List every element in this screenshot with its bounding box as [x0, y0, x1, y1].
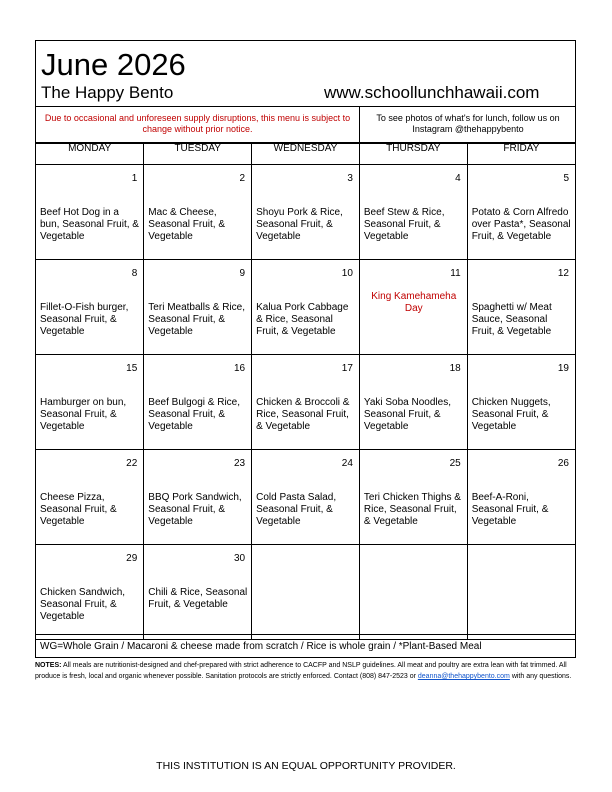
meal-description: Beef Hot Dog in a bun, Seasonal Fruit, & Vegetable [40, 207, 139, 242]
weekday-header: MONDAY [36, 143, 144, 165]
calendar-table [36, 142, 575, 640]
notes-label: NOTES: [35, 662, 62, 669]
meal-description: Yaki Soba Noodles, Seasonal Fruit, & Vegetable [363, 397, 451, 432]
day-number: 23 [233, 458, 246, 469]
calendar-week-row [36, 355, 575, 450]
day-number: 26 [557, 458, 569, 469]
weekday-header: TUESDAY [144, 143, 252, 165]
calendar-day-cell [144, 450, 252, 545]
website-url[interactable]: www.schoollunchhawaii.com [324, 83, 540, 102]
notes-text: All meals are nutritionist-designed and chef-prepared with strict adherence to CACFP and NSLP guidelines. All meat and poultry are extra lean with fat trimmed. All produce is fresh, local and organic whenever possible. Sanitation protocols are strictly enforced. Contact (808) 847-2523 or [35, 662, 567, 680]
meal-description: Chicken & Broccoli & Rice, Seasonal Fruit, & Vegetable [256, 397, 350, 432]
day-number: 25 [449, 458, 461, 469]
page-title: June 2026 [41, 47, 186, 82]
meal-description: Kalua Pork Cabbage & Rice, Seasonal Fruit, & Vegetable [256, 302, 349, 337]
calendar-day-cell [36, 545, 144, 640]
meal-description: Chicken Nuggets, Seasonal Fruit, & Vegetable [471, 397, 551, 432]
day-number: 9 [239, 268, 246, 279]
day-number: 11 [450, 268, 461, 279]
calendar-day-cell [252, 355, 360, 450]
calendar-day-cell [467, 545, 575, 640]
weekday-header: WEDNESDAY [252, 143, 360, 165]
meal-description: Potato & Corn Alfredo over Pasta*, Seasonal Fruit, & Vegetable [471, 207, 571, 242]
calendar-day-cell [359, 355, 467, 450]
day-number: 5 [563, 173, 569, 184]
notes [35, 660, 576, 682]
day-number: 15 [126, 363, 138, 374]
calendar-day-cell [36, 260, 144, 355]
legend-row: WG=Whole Grain / Macaroni & cheese made from scratch / Rice is whole grain / *Plant-Based Meal [36, 634, 575, 657]
calendar-day-cell [36, 165, 144, 260]
calendar-day-cell [252, 165, 360, 260]
calendar-week-row [36, 450, 575, 545]
meal-description: Teri Meatballs & Rice, Seasonal Fruit, & Vegetable [148, 302, 245, 337]
calendar-day-cell [359, 165, 467, 260]
meal-description: BBQ Pork Sandwich, Seasonal Fruit, & Vegetable [148, 492, 242, 527]
calendar-week-row [36, 165, 575, 260]
calendar-week-row [36, 260, 575, 355]
instagram-notice: To see photos of what's for lunch, follow us on Instagram @thehappybento [376, 113, 560, 134]
meal-description: Teri Chicken Thighs & Rice, Seasonal Fruit, & Vegetable [363, 492, 461, 527]
meal-description: Beef-A-Roni, Seasonal Fruit, & Vegetable [471, 492, 549, 527]
menu-frame [35, 40, 576, 658]
meal-description: Cold Pasta Salad, Seasonal Fruit, & Vegetable [256, 492, 337, 527]
day-number: 22 [126, 458, 138, 469]
day-number: 4 [455, 173, 461, 184]
calendar-day-cell [36, 450, 144, 545]
calendar-day-cell [359, 260, 467, 355]
calendar-day-cell [359, 450, 467, 545]
weekday-header: THURSDAY [359, 143, 467, 165]
day-number: 17 [341, 363, 353, 374]
supply-notice: Due to occasional and unforeseen supply disruptions, this menu is subject to change without prior notice. [36, 107, 360, 143]
equal-opportunity-statement: THIS INSTITUTION IS AN EQUAL OPPORTUNITY PROVIDER. [156, 760, 456, 772]
calendar-day-cell [252, 450, 360, 545]
notice-row [36, 106, 575, 144]
day-number: 12 [557, 268, 569, 279]
notes-tail: with any questions. [511, 673, 572, 680]
day-number: 8 [131, 268, 138, 279]
meal-description: Beef Stew & Rice, Seasonal Fruit, & Vegetable [363, 207, 445, 242]
day-number: 30 [233, 553, 246, 564]
meal-description: Chili & Rice, Seasonal Fruit, & Vegetable [148, 587, 248, 610]
calendar-day-cell [467, 260, 575, 355]
calendar-day-cell [144, 355, 252, 450]
day-number: 10 [341, 268, 353, 279]
calendar-day-cell [467, 165, 575, 260]
meal-description: Spaghetti w/ Meat Sauce, Seasonal Fruit, & Vegetable [471, 302, 552, 337]
day-number: 1 [131, 173, 138, 184]
meal-description: Chicken Sandwich, Seasonal Fruit, & Vegetable [40, 587, 126, 622]
day-number: 19 [557, 363, 569, 374]
day-number: 2 [239, 173, 246, 184]
day-number: 29 [126, 553, 138, 564]
calendar-day-cell [252, 545, 360, 640]
day-number: 3 [347, 173, 353, 184]
calendar-day-cell [467, 355, 575, 450]
meal-description: Fillet-O-Fish burger, Seasonal Fruit, & Vegetable [40, 302, 129, 337]
calendar-week-row [36, 545, 575, 640]
company-name: The Happy Bento [41, 83, 174, 102]
calendar-day-cell [144, 545, 252, 640]
day-number: 18 [449, 363, 461, 374]
meal-description: Cheese Pizza, Seasonal Fruit, & Vegetable [40, 492, 117, 527]
calendar-day-cell [36, 355, 144, 450]
meal-description: Shoyu Pork & Rice, Seasonal Fruit, & Vegetable [256, 207, 343, 242]
meal-description: Hamburger on bun, Seasonal Fruit, & Vegetable [40, 397, 127, 432]
day-number: 24 [341, 458, 353, 469]
calendar-day-cell [359, 545, 467, 640]
meal-description: Mac & Cheese, Seasonal Fruit, & Vegetable [148, 207, 226, 242]
weekday-header-row [36, 143, 575, 165]
meal-description: Beef Bulgogi & Rice, Seasonal Fruit, & Vegetable [148, 397, 241, 432]
day-number: 16 [233, 363, 246, 374]
contact-email-link[interactable]: deanna@thehappybento.com [417, 673, 510, 680]
calendar-day-cell [144, 260, 252, 355]
weekday-header: FRIDAY [467, 143, 575, 165]
calendar-day-cell [252, 260, 360, 355]
calendar-day-cell [144, 165, 252, 260]
calendar-day-cell [467, 450, 575, 545]
holiday-label: King Kamehameha Day [371, 291, 457, 314]
